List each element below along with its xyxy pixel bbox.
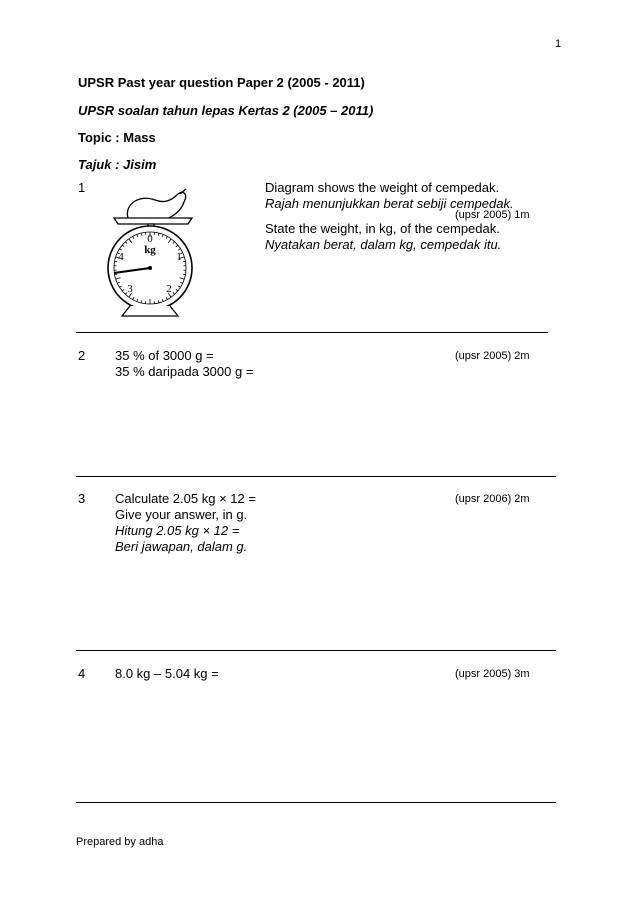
dial-label-2: 2 (166, 283, 172, 295)
footer: Prepared by adha (76, 836, 164, 848)
question-1-number: 1 (78, 180, 86, 195)
title-ms: UPSR soalan tahun lepas Kertas 2 (2005 – 2011) (78, 103, 374, 118)
question-4-mark: (upsr 2005) 3m (455, 668, 530, 680)
title-en: UPSR Past year question Paper 2 (2005 - 2011) (78, 75, 365, 90)
question-3-text: Calculate 2.05 kg × 12 = Give your answer, in g. Hitung 2.05 kg × 12 = Beri jawapan, dalam g. (115, 491, 256, 554)
question-2-mark: (upsr 2005) 2m (455, 350, 530, 362)
dial-label-4: 4 (118, 251, 124, 263)
dial-label-3: 3 (127, 283, 133, 295)
question-1-text-2: State the weight, in kg, of the cempedak. Nyatakan berat, dalam kg, cempedak itu. (265, 221, 502, 252)
dial-label-1: 1 (176, 251, 182, 263)
divider-3 (76, 650, 556, 651)
question-1-text: Diagram shows the weight of cempedak. Rajah menunjukkan berat sebiji cempedak. (265, 180, 514, 211)
page-number: 1 (555, 38, 562, 50)
divider-4 (76, 802, 556, 803)
question-1-mark: (upsr 2005) 1m (455, 209, 530, 221)
question-2-number: 2 (78, 348, 86, 363)
dial-unit: kg (144, 244, 156, 256)
question-4-number: 4 (78, 666, 86, 681)
dial-label-0: 0 (147, 233, 153, 245)
topic-en: Topic : Mass (78, 130, 156, 145)
topic-ms: Tajuk : Jisim (78, 157, 157, 172)
scale-base (122, 306, 178, 316)
question-2-text: 35 % of 3000 g = 35 % daripada 3000 g = (115, 348, 254, 379)
question-3-mark: (upsr 2006) 2m (455, 493, 530, 505)
scale-pan (114, 218, 192, 224)
weighing-scale-illustration (100, 182, 200, 318)
divider-1 (76, 332, 548, 333)
question-3-number: 3 (78, 491, 86, 506)
divider-2 (76, 476, 556, 477)
question-4-text: 8.0 kg – 5.04 kg = (115, 666, 219, 681)
